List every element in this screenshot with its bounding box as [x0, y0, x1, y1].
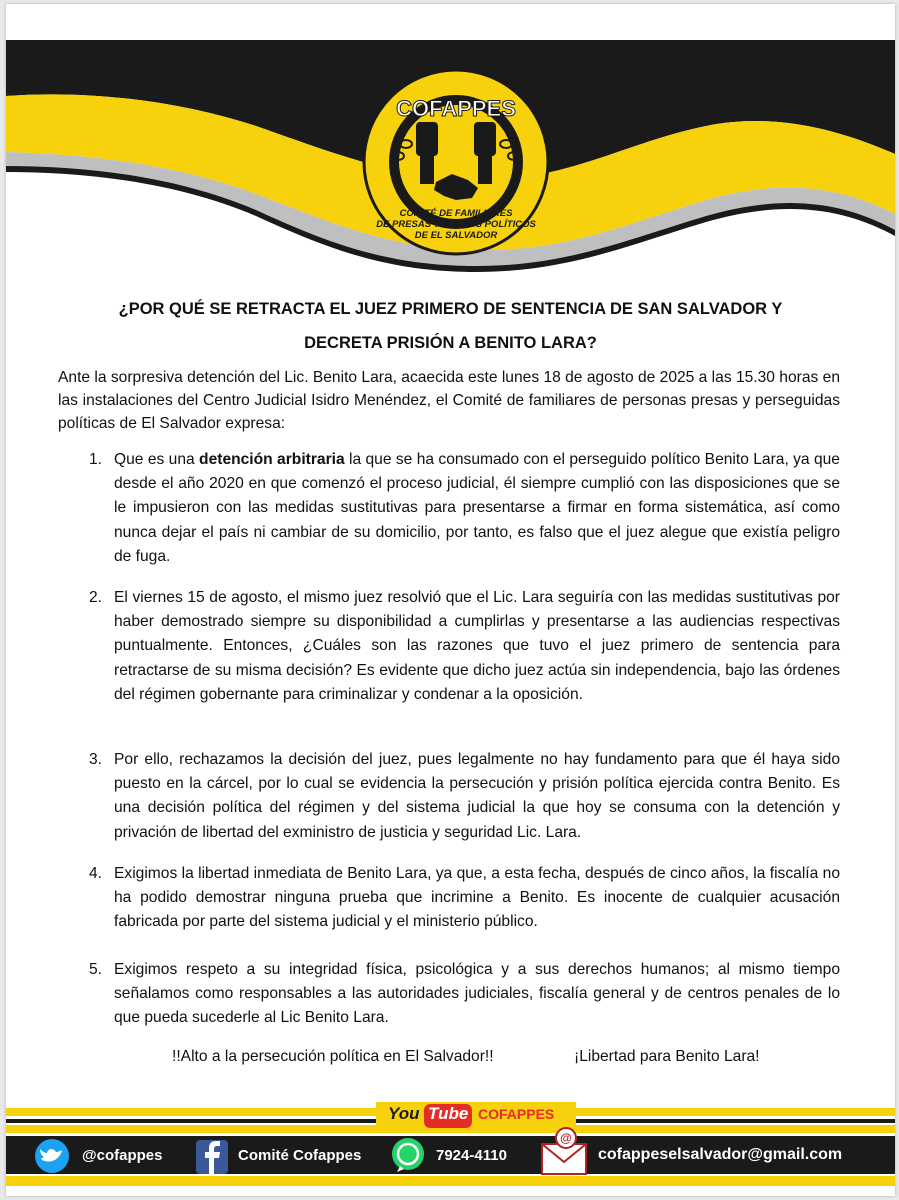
youtube-channel[interactable]: COFAPPES	[478, 1106, 555, 1122]
email-address[interactable]: cofappeselsalvador@gmail.com	[598, 1146, 843, 1163]
title-line-1: ¿POR QUÉ SE RETRACTA EL JUEZ PRIMERO DE SENTENCIA DE SAN SALVADOR Y	[118, 300, 783, 318]
logo-subtitle-1: COMITÉ DE FAMILIARES	[399, 208, 513, 219]
item-text: El viernes 15 de agosto, el mismo juez resolvió que el Lic. Lara seguiría con las medidas sustitutivas por haber demostrado siempre su disponibilidad a cumplirlas y presentarse a las audiencias respectivas puntualmente. Entonces, ¿Cuáles son las razones que tuvo el juez primero de sentencia para retractarse de su misma decisión? Es evidente que dicho juez actúa sin independencia, bajo las órdenes del régimen gobernante para criminalizar y condenar a la oposición.	[114, 589, 840, 703]
item-text	[114, 448, 840, 569]
item-number: 5.	[89, 961, 103, 978]
list-item	[58, 862, 840, 935]
slogan-persecution: !!Alto a la persecución política en El Salvador!!	[172, 1048, 494, 1065]
document-title	[66, 292, 835, 360]
list-item	[58, 958, 840, 1031]
email-icon	[542, 1128, 586, 1174]
logo-subtitle-2: DE PRESAS Y PRESOS POLÍTICOS	[376, 219, 536, 230]
svg-text:@: @	[560, 1131, 572, 1145]
item-text: Exigimos la libertad inmediata de Benito Lara, ya que, a esta fecha, después de cinco años, la fiscalía no ha podido demostrar ninguna prueba que incrimine a Benito. Es inocente de cualquier acusación fabricada por parte del sistema judicial y el ministerio público.	[114, 865, 840, 931]
youtube-you: You	[388, 1104, 420, 1123]
slogan-freedom: ¡Libertad para Benito Lara!	[574, 1048, 760, 1065]
item-bold-phrase: detención arbitraria	[199, 451, 345, 468]
document-page	[6, 4, 895, 1196]
youtube-tube: Tube	[428, 1104, 469, 1123]
whatsapp-number[interactable]: 7924-4110	[436, 1147, 507, 1164]
header-banner	[6, 4, 895, 284]
list-item	[58, 748, 840, 845]
facebook-page[interactable]: Comité Cofappes	[238, 1147, 362, 1164]
cofappes-logo	[364, 70, 548, 254]
twitter-handle[interactable]: @cofappes	[82, 1147, 163, 1164]
list-item	[58, 586, 840, 707]
item-number: 3.	[89, 751, 103, 768]
intro-paragraph: Ante la sorpresiva detención del Lic. Benito Lara, acaecida este lunes 18 de agosto de 2025 a las 15.30 horas en las instalaciones del Centro Judicial Isidro Menéndez, el Comité de familiares de personas presas y perseguidas políticas de El Salvador expresa:	[58, 369, 840, 432]
item-text: Por ello, rechazamos la decisión del juez, pues legalmente no hay fundamento para que él haya sido puesto en la cárcel, por lo cual se evidencia la persecución y prisión política ejercida contra Benito. Es una decisión política del régimen y del sistema judicial la que hoy se consuma con la detención y privación de libertad del exministro de justicia y seguridad Lic. Lara.	[114, 751, 840, 841]
facebook-icon	[196, 1140, 228, 1174]
list-item	[58, 448, 840, 569]
item-number: 4.	[89, 865, 103, 882]
item-body: la que se ha consumado con el perseguido político Benito Lara, ya que desde el año 2020 en que comenzó el proceso judicial, él siempre cumplió con las disposiciones que se le impusieron con las medidas sustitutivas para presentarse a firmar en forma sistemática, así como nunca dejar el país ni cambiar de su domicilio, por tanto, es falso que el juez alegue que existía peligro de fuga.	[114, 451, 840, 565]
twitter-icon	[35, 1139, 69, 1173]
title-line-2: DECRETA PRISIÓN A BENITO LARA?	[304, 334, 597, 352]
logo-subtitle-3: DE EL SALVADOR	[414, 230, 498, 241]
logo-name: COFAPPES	[396, 96, 516, 121]
item-text: Exigimos respeto a su integridad física, psicológica y a sus derechos humanos; al mismo tiempo señalamos como responsables a las autoridades judiciales, fiscalía general y de centros penales de lo que pueda sucederle al Lic Benito Lara.	[114, 961, 840, 1027]
item-number: 2.	[89, 589, 103, 606]
item-number: 1.	[89, 451, 103, 468]
item-lead: Que es una	[114, 451, 200, 468]
